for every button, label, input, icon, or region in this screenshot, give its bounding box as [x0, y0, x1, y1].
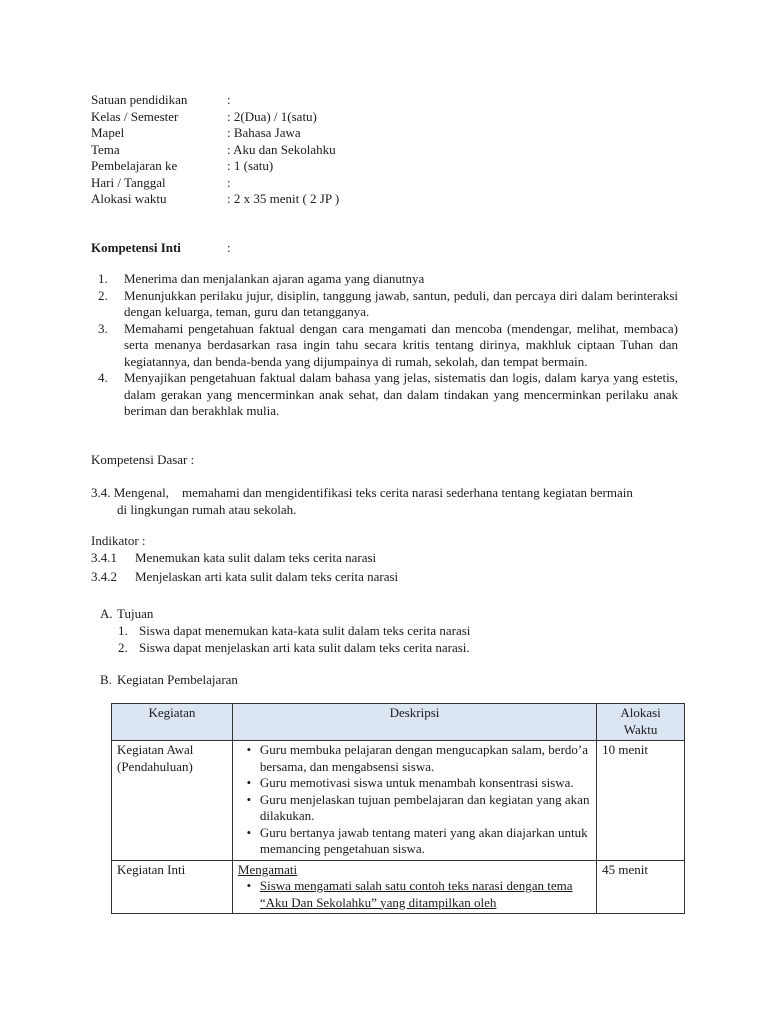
list-item: [246, 878, 591, 911]
identity-table: [91, 92, 339, 208]
identity-label: Alokasi waktu: [91, 191, 167, 206]
indikator-list: [91, 550, 398, 588]
kompetensi-dasar-line: 3.4. Mengenal, memahami dan mengidentifikasi teks cerita narasi sederhana tentang kegiatan bermain: [91, 485, 633, 500]
list-item: [118, 623, 470, 640]
item-text: Menunjukkan perilaku jujur, disiplin, tanggung jawab, santun, peduli, dan percaya diri dalam berinteraksi dengan keluarga, teman, guru dan tetangganya.: [124, 287, 678, 319]
item-number: 1.: [98, 271, 108, 286]
list-item: [98, 271, 678, 288]
kegiatan-cell: Kegiatan Awal (Pendahuluan): [112, 741, 233, 861]
list-item: [98, 288, 678, 321]
waktu-cell: 10 menit: [597, 741, 685, 861]
deskripsi-list: [238, 742, 591, 858]
item-text: Guru menjelaskan tujuan pembelajaran dan kegiatan yang akan dilakukan.: [259, 791, 590, 823]
deskripsi-cell: [232, 741, 596, 861]
list-item: [98, 370, 678, 420]
identity-value: :: [227, 174, 231, 190]
table-header-row: [112, 704, 685, 741]
indikator-text: Menemukan kata sulit dalam teks cerita narasi: [135, 550, 377, 565]
identity-label: Kelas / Semester: [91, 108, 179, 124]
identity-label: Satuan pendidikan: [91, 92, 188, 107]
list-item: [246, 742, 591, 775]
tujuan-heading: [100, 606, 153, 623]
table-row: [112, 860, 685, 914]
kompetensi-inti-title: Kompetensi Inti: [91, 240, 181, 255]
bullet-icon: •: [246, 824, 252, 840]
identity-row: [91, 109, 339, 126]
identity-value: : Aku dan Sekolahku: [227, 141, 336, 157]
deskripsi-list: [238, 878, 591, 911]
identity-row: [91, 92, 339, 109]
identity-row: [91, 158, 339, 175]
item-text: Guru bertanya jawab tentang materi yang akan diajarkan untuk memancing pengetahuan siswa.: [259, 824, 588, 856]
kompetensi-dasar-title: Kompetensi Dasar :: [91, 452, 195, 467]
bullet-icon: •: [246, 791, 252, 807]
table-row: [112, 741, 685, 861]
identity-label: Tema: [91, 141, 120, 157]
identity-row: [91, 175, 339, 192]
column-header: Deskripsi: [232, 704, 596, 741]
kompetensi-inti-list: [98, 271, 678, 420]
list-item: [246, 775, 591, 792]
identity-value: : 1 (satu): [227, 158, 274, 173]
column-header: Kegiatan: [112, 704, 233, 741]
section-letter: A.: [100, 606, 113, 621]
identity-label: Hari / Tanggal: [91, 174, 166, 190]
section-letter: B.: [100, 672, 112, 687]
item-text: Siswa mengamati salah satu contoh teks narasi dengan tema “Aku Dan Sekolahku” yang ditampilkan oleh: [259, 878, 573, 910]
item-number: 2.: [98, 287, 108, 303]
item-number: 4.: [98, 370, 108, 385]
indikator-row: [91, 569, 398, 588]
deskripsi-subhead: Mengamati: [237, 861, 298, 877]
item-text: Siswa dapat menemukan kata-kata sulit dalam teks cerita narasi: [139, 623, 471, 638]
tujuan-list: [118, 623, 470, 656]
bullet-icon: •: [246, 742, 252, 757]
kegiatan-table: [111, 703, 685, 914]
identity-label: Pembelajaran ke: [91, 158, 178, 173]
item-number: 3.: [98, 320, 108, 336]
indikator-text: Menjelaskan arti kata sulit dalam teks cerita narasi: [135, 569, 399, 584]
item-text: Guru memotivasi siswa untuk menambah konsentrasi siswa.: [259, 775, 574, 790]
item-text: Siswa dapat menjelaskan arti kata sulit dalam teks cerita narasi.: [139, 639, 470, 655]
deskripsi-cell: [232, 860, 596, 914]
item-text: Memahami pengetahuan faktual dengan cara mengamati dan mencoba (mendengar, melihat, membaca) serta menanya berdasarkan rasa ingin tahu secara kritis tentang dirinya, makhluk ciptaan Tuhan dan kegiatannya, dan benda-benda yang dijumpainya di rumah, sekolah, dan tempat bermain.: [124, 320, 678, 369]
section-title: Kegiatan Pembelajaran: [117, 672, 238, 687]
identity-value: : 2 x 35 menit ( 2 JP ): [227, 191, 340, 206]
identity-row: [91, 125, 339, 142]
kompetensi-dasar-item: [91, 485, 681, 518]
identity-value: :: [227, 92, 231, 107]
kegiatan-cell: Kegiatan Inti: [112, 860, 233, 914]
item-text: Guru membuka pelajaran dengan mengucapkan salam, berdo’a bersama, dan mengabsensi siswa.: [259, 742, 589, 774]
identity-label: Mapel: [91, 125, 125, 140]
kompetensi-dasar-line: di lingkungan rumah atau sekolah.: [117, 501, 297, 517]
indikator-code: 3.4.2: [91, 569, 117, 584]
kompetensi-inti-heading: [91, 240, 231, 257]
identity-row: [91, 191, 339, 208]
bullet-icon: •: [246, 775, 252, 790]
list-item: [246, 824, 591, 858]
list-item: [118, 640, 470, 657]
kompetensi-inti-colon: :: [227, 240, 231, 255]
indikator-code: 3.4.1: [91, 550, 117, 565]
kegiatan-heading: [100, 672, 238, 689]
identity-value: : 2(Dua) / 1(satu): [227, 108, 317, 124]
list-item: [98, 321, 678, 371]
item-number: 1.: [118, 623, 128, 638]
item-text: Menyajikan pengetahuan faktual dalam bahasa yang jelas, sistematis dan logis, dalam karya yang estetis, dalam gerakan yang mencerminkan anak sehat, dan dalam tindakan yang mencerminkan perilaku anak beriman dan berakhlak mulia.: [124, 370, 678, 418]
list-item: [246, 791, 591, 825]
indikator-title: Indikator :: [91, 533, 146, 548]
column-header: Alokasi Waktu: [597, 704, 685, 741]
item-text: Menerima dan menjalankan ajaran agama yang dianutnya: [124, 271, 425, 286]
bullet-icon: •: [246, 878, 252, 893]
indikator-row: [91, 550, 398, 569]
waktu-cell: 45 menit: [597, 860, 685, 914]
item-number: 2.: [118, 639, 128, 655]
identity-value: : Bahasa Jawa: [227, 125, 301, 140]
identity-row: [91, 142, 339, 159]
section-title: Tujuan: [117, 606, 154, 621]
